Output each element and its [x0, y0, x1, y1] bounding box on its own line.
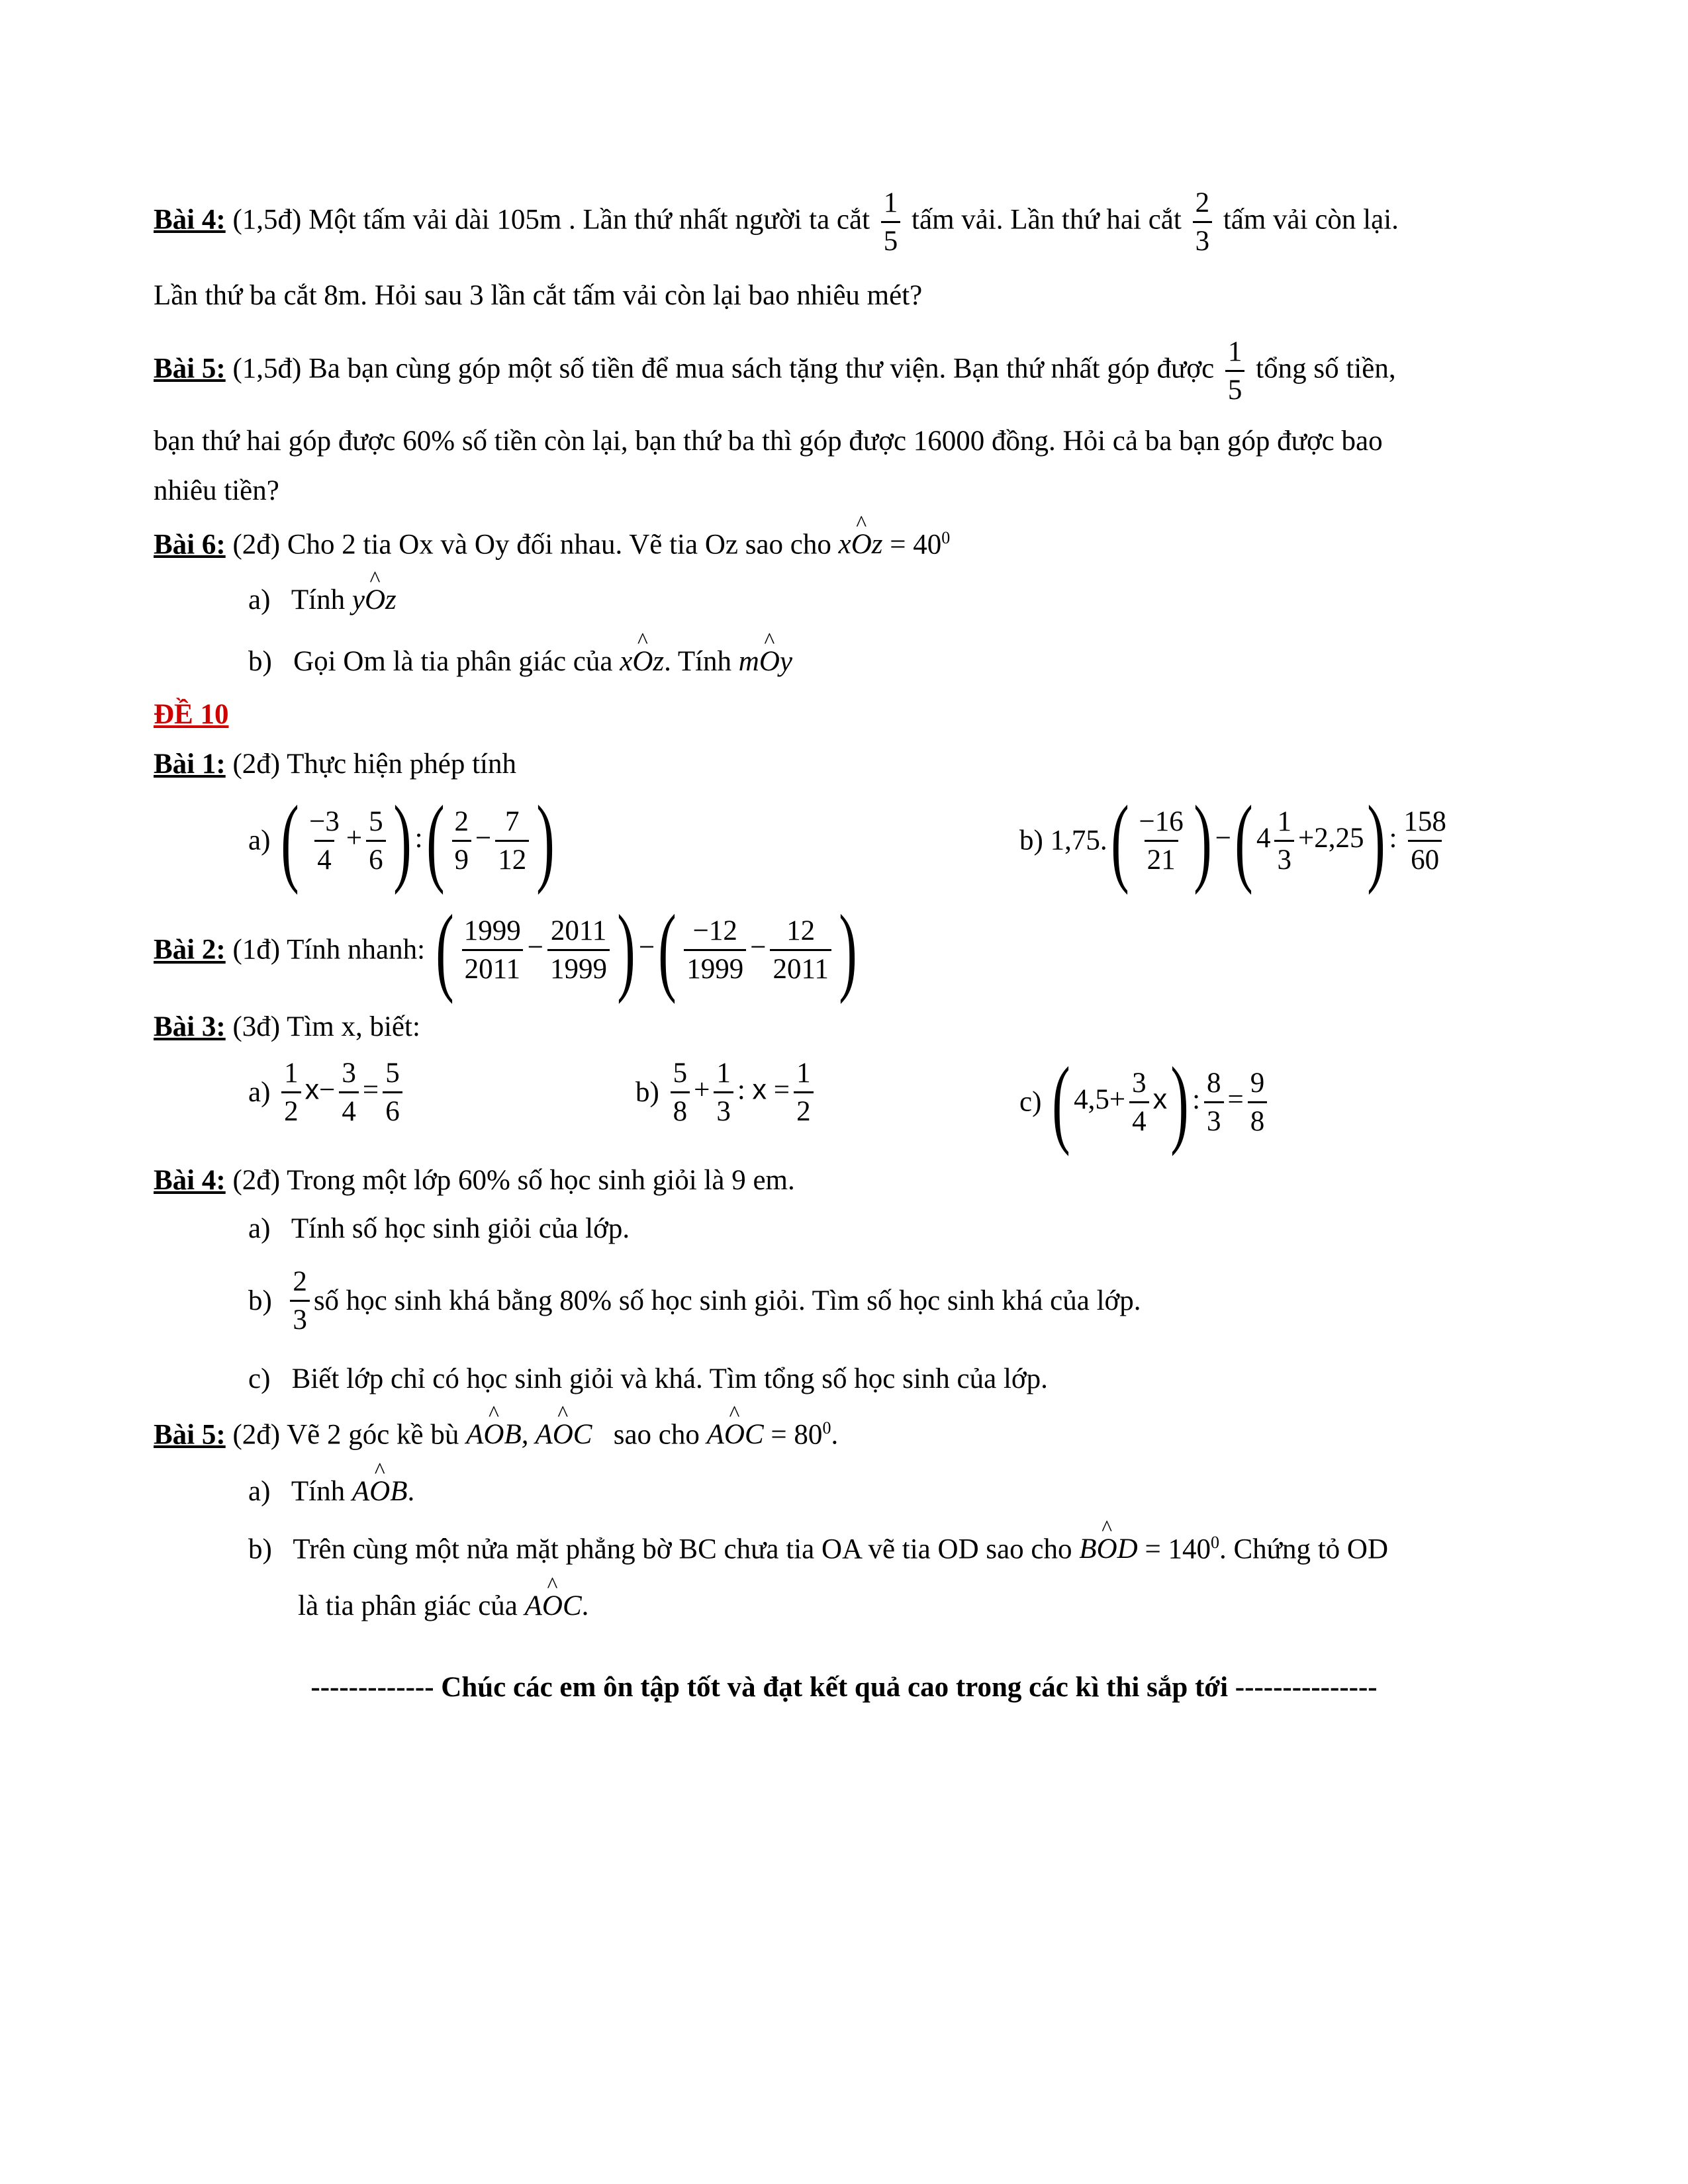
b4-frac1: $\frac{1}{5}$ [881, 189, 901, 255]
b5-text1: (1,5đ) Ba bạn cùng góp một số tiền để mua sách tặng thư viện. Bạn thứ nhất góp được [232, 353, 1215, 385]
b4-text2: tấm vải. Lần thứ hai cắt [912, 204, 1182, 236]
b4-head: Bài 4: [154, 204, 226, 236]
d3-line: Bài 3: (3đ) Tìm x, biết: [154, 1011, 420, 1042]
b6-a: a) Tính y^ Oz [248, 586, 397, 614]
exam-title: ĐỀ 10 [154, 699, 229, 730]
b5-line3: nhiêu tiền? [154, 475, 279, 506]
d4-line: Bài 4: (2đ) Trong một lớp 60% số học sinh giỏi là 9 em. [154, 1165, 795, 1196]
b5-text2: tổng số tiền, [1256, 353, 1396, 385]
b5-line2: bạn thứ hai góp được 60% số tiền còn lại, bạn thứ ba thì góp được 16000 đồng. Hỏi cả ba bạn góp được bao [154, 426, 1383, 457]
d3-c: c) ( 4,5+ $\frac{3}{4}$ x) : $\frac{8}{3}$ = $\frac{9}{8}$ [1019, 1052, 1271, 1152]
d3-b: b) $\frac{5}{8}$ + $\frac{1}{3}$ : x = $\frac{1}{2}$ [635, 1059, 818, 1126]
footer-message: ------------- Chúc các em ôn tập tốt và đạt kết quả cao trong các kì thi sắp tới --------------- [310, 1672, 1378, 1703]
d1-a: a) ( $\frac{-3}{4}$ + $\frac{5}{6}$ ) :( $\frac{2}{9}$ − $\frac{7}{12}$ ) [248, 786, 555, 895]
b4-line1 [154, 189, 1399, 255]
d1-b: b) 1,75.( $\frac{-16}{21}$ ) −( 4 $\frac{1}{3}$ +2,25) : $\frac{158}{60}$ [1019, 786, 1446, 895]
b6-line1: Bài 6: (2đ) Cho 2 tia Ox và Oy đối nhau. Vẽ tia Oz sao cho x^ $Oz = 40^0$ [154, 529, 950, 559]
d4-a: a) Tính số học sinh giỏi của lớp. [248, 1213, 630, 1244]
d5-a: a) Tính A^ OB. [248, 1477, 414, 1506]
d4-c: c) Biết lớp chỉ có học sinh giỏi và khá. Tìm tổng số học sinh của lớp. [248, 1363, 1048, 1394]
d3-a: a) $\frac{1}{2}$ x− $\frac{3}{4}$ = $\frac{5}{6}$ [248, 1059, 406, 1126]
d1-line: Bài 1: (2đ) Thực hiện phép tính [154, 749, 516, 780]
b6-text: (2đ) Cho 2 tia Ox và Oy đối nhau. Vẽ tia Oz sao cho [232, 529, 831, 561]
b4-text3: tấm vải còn lại. [1223, 204, 1399, 236]
d5-b-line2: là tia phân giác của A^ OC. [298, 1592, 588, 1620]
b6-angle-yoz: y^ Oz [352, 584, 397, 615]
b5-line1 [154, 338, 1396, 404]
d4-b: b) $\frac{2}{3}$ số học sinh khá bằng 80% số học sinh giỏi. Tìm số học sinh khá của lớp. [248, 1266, 1141, 1336]
b4-frac2: $\frac{2}{3}$ [1193, 189, 1213, 255]
b6-head: Bài 6: [154, 529, 226, 561]
b5-head: Bài 5: [154, 353, 226, 385]
b5-frac: $\frac{1}{5}$ [1225, 338, 1245, 404]
b4-text1: (1,5đ) Một tấm vải dài 105m . Lần thứ nhất người ta cắt [232, 204, 870, 236]
b6-angle-xoz: x^ Oz [839, 529, 883, 560]
b6-b: b) Gọi Om là tia phân giác của x^ Oz. Tính m^ Oy [248, 647, 792, 676]
b4-line2: Lần thứ ba cắt 8m. Hỏi sau 3 lần cắt tấm vải còn lại bao nhiêu mét? [154, 280, 923, 311]
d5-line: Bài 5: (2đ) Vẽ 2 góc kề bù A^ OB, A^ OC sao cho A^ OC = $80^0$. [154, 1420, 838, 1449]
d5-b: b) Trên cùng một nửa mặt phẳng bờ BC chưa tia OA vẽ tia OD sao cho B^ OD = $140^0$. Chứng tỏ OD [248, 1534, 1388, 1563]
d2-line: Bài 2: (1đ) Tính nhanh: ( $\frac{1999}{2011}$ − $\frac{2011}{1999}$ ) −( $\frac{-12}{1999}$ − $\frac{12}{2011}$ ) [154, 895, 857, 1005]
